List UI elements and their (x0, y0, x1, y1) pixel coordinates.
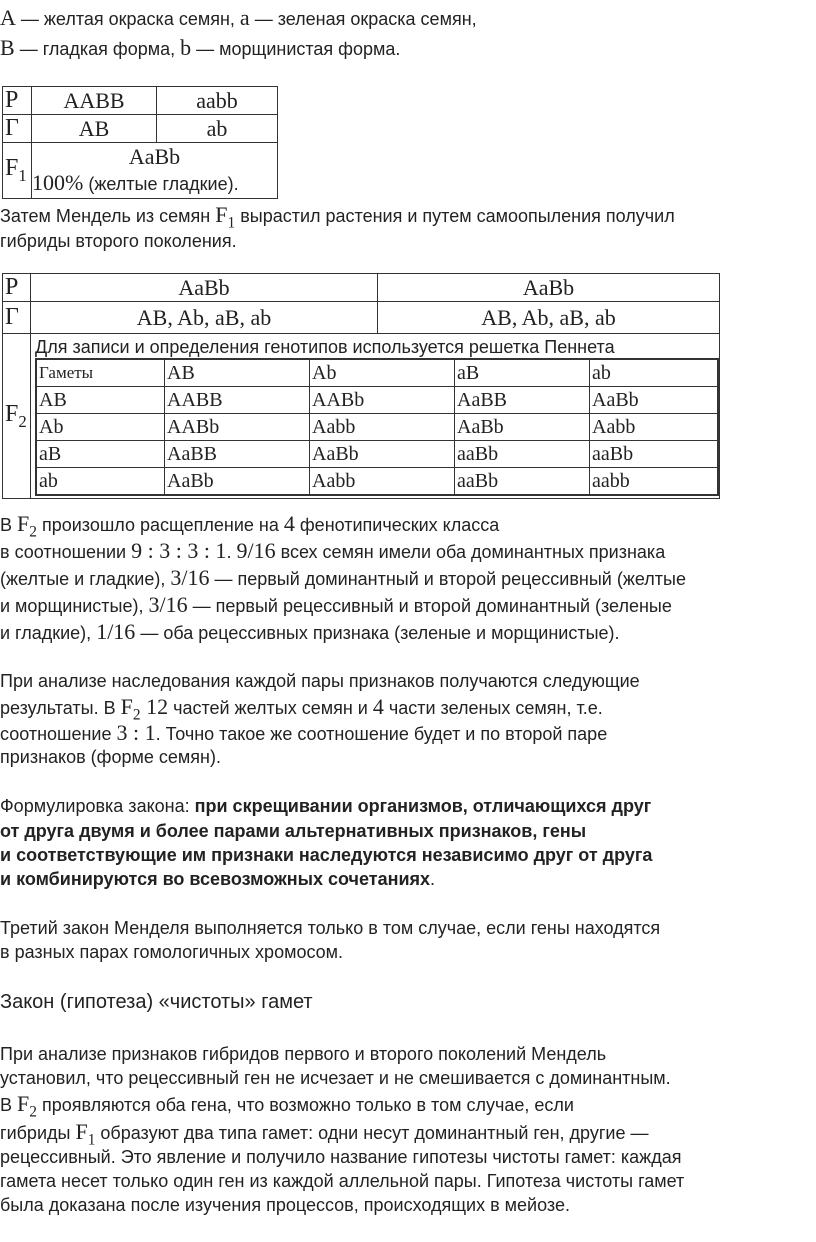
punnett-square (35, 358, 719, 496)
symbol-B: B (0, 35, 15, 60)
row-label-g: Г (3, 115, 32, 143)
punnett-cell: AaBb (455, 414, 590, 441)
punnett-row (36, 441, 718, 468)
punnett-header-cell: Ab (310, 359, 455, 387)
punnett-cell: aabb (590, 468, 719, 496)
legend-b-text: — морщинистая форма. (191, 39, 401, 59)
symbol-a: a (239, 5, 250, 30)
punnett-cell: Aabb (310, 468, 455, 496)
punnett-header-cell: AB (165, 359, 310, 387)
para5-line-6: гамета несет только один ген из каждой аллельной пары. Гипотеза чистоты гамет (0, 1171, 685, 1191)
punnett-cell: aaBb (455, 468, 590, 496)
punnett-cell: AaBb (590, 387, 719, 414)
punnett-cell: aaBb (590, 441, 719, 468)
para3-line-4: признаков (форме семян). (0, 747, 221, 767)
f1-phenotype: (желтые гладкие). (83, 174, 239, 194)
punnett-cell: Ab (36, 414, 165, 441)
para2-line-3: (желтые и гладкие), 3/16 — первый доминантный и второй рецессивный (желтые (0, 565, 686, 590)
punnett-cell (31, 334, 720, 499)
row-label-f2: $F_2$ (3, 334, 31, 499)
legend-line-1 (0, 6, 477, 31)
cross-table-f2 (2, 273, 720, 499)
para4-line-1: Третий закон Менделя выполняется только в том случае, если гены находятся (0, 918, 661, 938)
gametes-2: AB, Ab, aB, ab (378, 302, 720, 334)
gamete-1: AB (32, 115, 157, 143)
para2-line-4: и морщинистые), 3/16 — первый рецессивный и второй доминантный (зеленые (0, 592, 672, 617)
row-label-p: P (3, 274, 31, 302)
punnett-header-cell: Гаметы (36, 359, 165, 387)
law-line-1: Формулировка закона: при скрещивании организмов, отличающихся друг (0, 796, 652, 816)
gamete-2: ab (157, 115, 278, 143)
para3-line-1: При анализе наследования каждой пары признаков получаются следующие (0, 671, 640, 691)
punnett-caption: Для записи и определения генотипов используется решетка Пеннета (35, 337, 615, 357)
section-heading: Закон (гипотеза) «чистоты» гамет (0, 991, 313, 1013)
symbol-b: b (180, 35, 192, 60)
legend-a-text: — зеленая окраска семян, (249, 9, 477, 29)
legend-B-text: — гладкая форма, (14, 39, 181, 59)
para5-line-1: При анализе признаков гибридов первого и второго поколений Мендель (0, 1044, 607, 1064)
punnett-cell: ab (36, 468, 165, 496)
law-line-4: и комбинируются во всевозможных сочетаниях. (0, 869, 436, 889)
punnett-header-row (36, 359, 718, 387)
punnett-cell: AaBB (165, 441, 310, 468)
parent-1: AABB (32, 87, 157, 115)
legend-A-text: — желтая окраска семян, (15, 9, 240, 29)
punnett-row (36, 414, 718, 441)
para5-line-4: гибриды $F_1$ образуют два типа гамет: одни несут доминантный ген, другие — (0, 1119, 649, 1149)
para5-line-5: рецессивный. Это явление и получило название гипотезы чистоты гамет: каждая (0, 1147, 682, 1167)
punnett-header-cell: aB (455, 359, 590, 387)
para5-line-2: установил, что рецессивный ген не исчезает и не смешивается с доминантным. (0, 1068, 671, 1088)
cross-table-f1 (2, 86, 278, 199)
para3-line-3: соотношение 3 : 1. Точно такое же соотношение будет и по второй паре (0, 720, 608, 745)
para5-line-7: была доказана после изучения процессов, происходящих в мейозе. (0, 1195, 570, 1215)
row-label-p: P (3, 87, 32, 115)
law-line-2: от друга двумя и более парами альтернативных признаков, гены (0, 821, 587, 841)
punnett-header-cell: ab (590, 359, 719, 387)
gametes-1: AB, Ab, aB, ab (31, 302, 378, 334)
row-label-f1: $F_1$ (3, 143, 32, 199)
punnett-cell: AABB (165, 387, 310, 414)
para3-line-2: результаты. В $F_2$ 12 частей желтых семян и 4 части зеленых семян, т.е. (0, 694, 603, 724)
punnett-row (36, 468, 718, 496)
punnett-cell: AABb (310, 387, 455, 414)
punnett-cell: AaBB (455, 387, 590, 414)
f1-percent: 100% (32, 170, 84, 195)
para4-line-2: в разных парах гомологичных хромосом. (0, 942, 344, 962)
punnett-cell: AaBb (310, 441, 455, 468)
para5-line-3: В $F_2$ проявляются оба гена, что возможно только в том случае, если (0, 1091, 574, 1121)
punnett-cell: Aabb (310, 414, 455, 441)
parent-1: AaBb (31, 274, 378, 302)
f1-result (32, 143, 278, 199)
punnett-cell: Aabb (590, 414, 719, 441)
punnett-cell: AaBb (165, 468, 310, 496)
punnett-cell: AB (36, 387, 165, 414)
f1-genotype: AaBb (128, 144, 181, 169)
punnett-cell: aaBb (455, 441, 590, 468)
punnett-row (36, 387, 718, 414)
para2-line-5: и гладкие), 1/16 — оба рецессивных признака (зеленые и морщинистые). (0, 619, 620, 644)
row-label-g: Г (3, 302, 31, 334)
para1-line-1: Затем Мендель из семян $F_1$ вырастил растения и путем самоопыления получил (0, 202, 675, 232)
para1-line-2: гибриды второго поколения. (0, 231, 237, 251)
law-line-3: и соответствующие им признаки наследуются независимо друг от друга (0, 845, 653, 865)
f1-symbol: $F_1$ (215, 202, 236, 232)
symbol-A: A (0, 5, 16, 30)
para2-line-2: в соотношении 9 : 3 : 3 : 1. 9/16 всех семян имели оба доминантных признака (0, 538, 666, 563)
punnett-cell: AABb (165, 414, 310, 441)
parent-2: aabb (157, 87, 278, 115)
para2-line-1: В $F_2$ произошло расщепление на 4 фенотипических класса (0, 511, 500, 541)
legend-line-2 (0, 36, 400, 61)
punnett-cell: aB (36, 441, 165, 468)
parent-2: AaBb (378, 274, 720, 302)
